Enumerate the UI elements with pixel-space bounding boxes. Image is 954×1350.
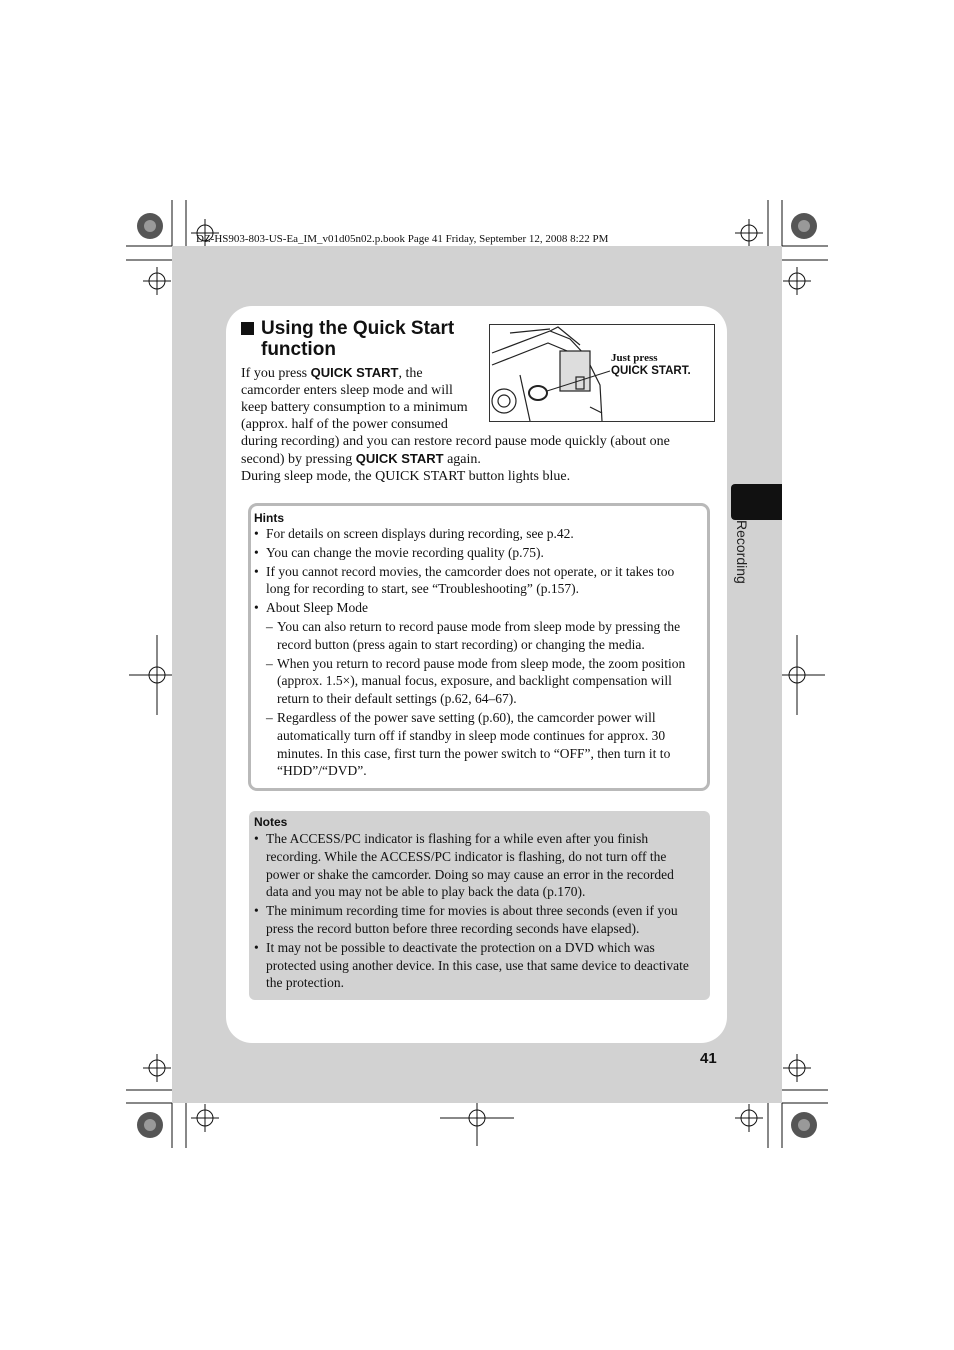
notes-title: Notes	[254, 815, 288, 829]
hints-title: Hints	[254, 511, 284, 525]
illustration-space	[479, 364, 693, 420]
callout-button-name: QUICK START.	[611, 365, 691, 377]
list-item: • The ACCESS/PC indicator is flashing for a while even after you finish recording. While the ACCESS/PC indicator is flashing, do not turn off the power or shake the camcorder. Doing so may cause an error in the recorded data and you may not be able to play back the data (p.170).	[254, 831, 674, 900]
hints-list	[254, 525, 698, 780]
sub-item: – Regardless of the power save setting (p.60), the camcorder power will automatically turn off if standby in sleep mode continues for approx. 30 minutes. In this case, first turn the power switch to “OFF”, then turn it to “HDD”/“DVD”.	[266, 709, 671, 779]
intro-sleep-note: During sleep mode, the QUICK START button lights blue.	[241, 469, 571, 484]
list-item: • If you cannot record movies, the camcorder does not operate, or it takes too long for recording to start, see “Troubleshooting” (p.157).	[254, 563, 675, 597]
sub-item: – You can also return to record pause mode from sleep mode by pressing the record button (press again to start recording) or changing the media.	[266, 618, 681, 652]
quick-start-key: QUICK START	[355, 451, 444, 466]
list-item: • About Sleep Mode	[254, 600, 368, 616]
list-item: • It may not be possible to deactivate the protection on a DVD which was protected using another device. In this case, use that same device to deactivate the protection.	[254, 939, 689, 991]
page-number: 41	[700, 1050, 717, 1067]
chapter-tab	[731, 484, 782, 520]
square-bullet-icon	[241, 322, 254, 335]
sub-item: – When you return to record pause mode from sleep mode, the zoom position (approx. 1.5×), manual focus, exposure, and backlight compensation will return to their default settings (p.62, 64–67).	[266, 655, 686, 707]
intro-text: If you press QUICK START, the camcorder enters sleep mode and will keep battery consumption to a minimum (approx. half of the power consumed during recording) and you can restore record pause mode quickly (about one second) by pressing QUICK START again.	[241, 364, 693, 468]
chapter-label: Recording	[734, 520, 750, 584]
intro-paragraph	[241, 364, 693, 485]
notes-list	[254, 830, 698, 992]
section-title: Using the Quick Start function	[241, 318, 481, 360]
list-item: • You can change the movie recording quality (p.75).	[254, 544, 544, 560]
callout-text: Just press	[611, 352, 658, 364]
file-info-header: DZ-HS903-803-US-Ea_IM_v01d05n02.p.book Page 41 Friday, September 12, 2008 8:22 PM	[196, 233, 609, 245]
list-item: • For details on screen displays during recording, see p.42.	[254, 526, 574, 541]
quick-start-key: QUICK START	[310, 365, 399, 380]
list-item: • The minimum recording time for movies is about three seconds (even if you press the record button before three recording seconds have elapsed).	[254, 903, 678, 936]
